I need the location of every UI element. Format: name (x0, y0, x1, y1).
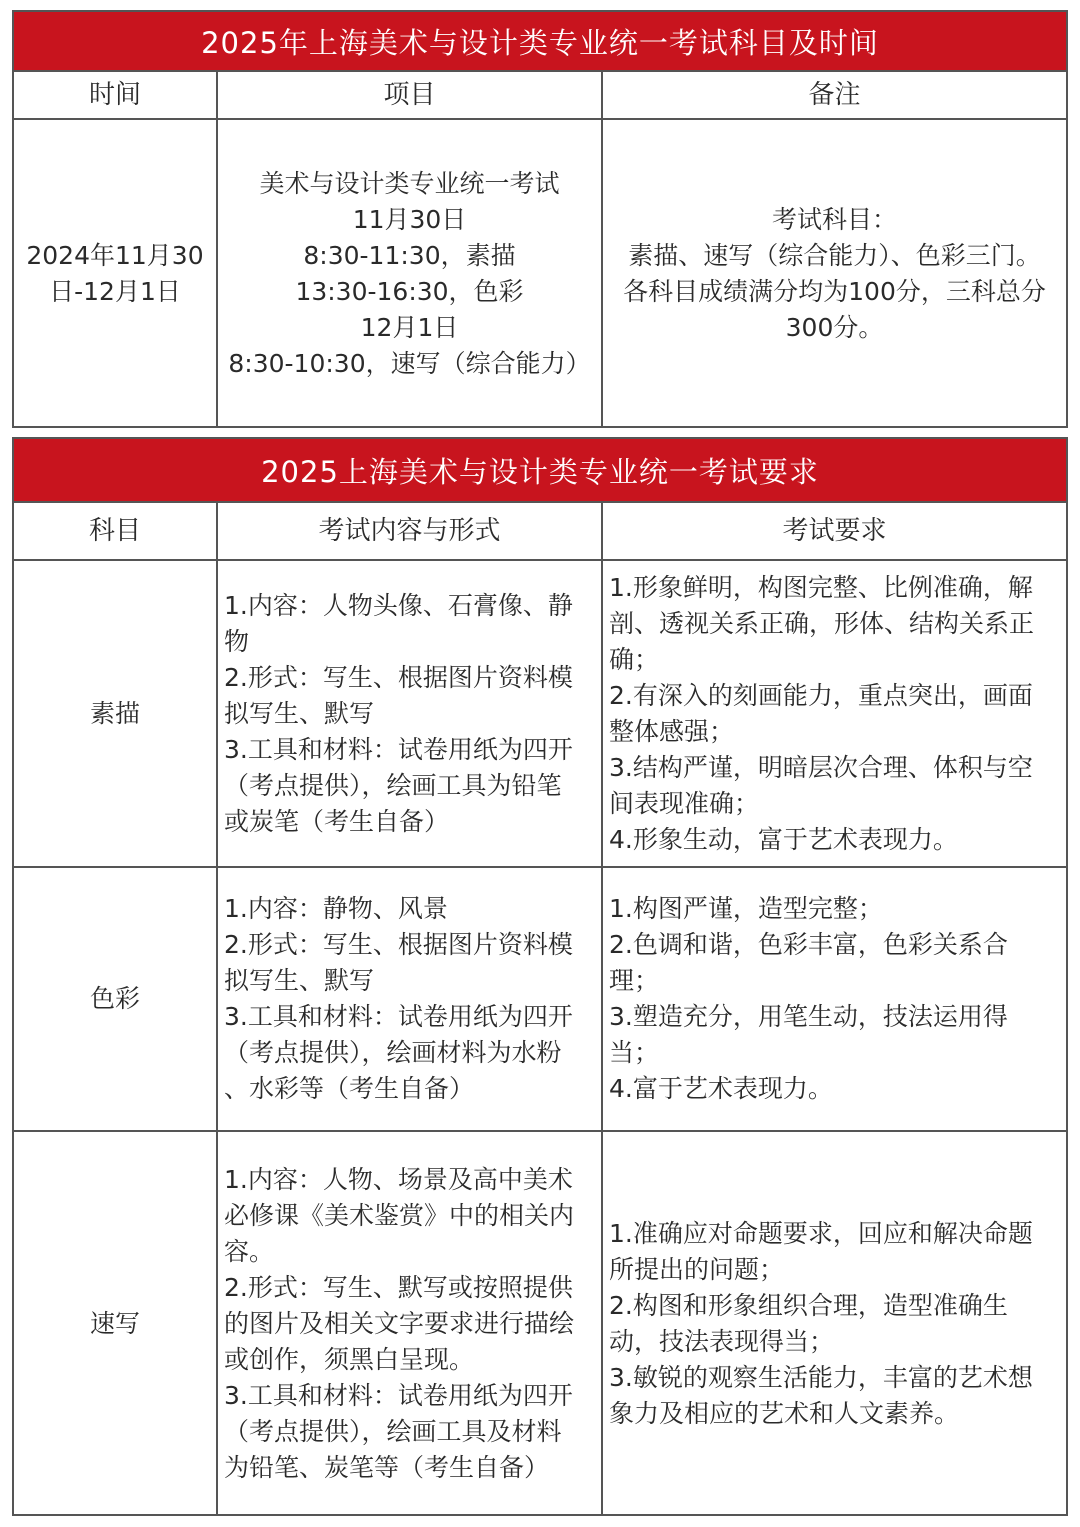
header-subject: 科目 (14, 503, 218, 559)
project-line: 8:30-10:30，速写（综合能力） (228, 349, 591, 378)
content-line: 的图片及相关文字要求进行描绘 (224, 1309, 575, 1338)
requirement-line: 当； (609, 1038, 660, 1067)
requirement-line: 3.结构严谨，明暗层次合理、体积与空 (609, 752, 1033, 782)
content-line: （考点提供），绘画工具为铅笔 (224, 770, 562, 800)
requirement-line: 剖、透视关系正确，形体、结构关系正 (609, 608, 1035, 638)
requirement-line: 2.有深入的刻画能力，重点突出，画面 (609, 680, 1033, 710)
content-line: 为铅笔、炭笔等（考生自备） (224, 1453, 550, 1482)
subject-content-cell (218, 1132, 603, 1516)
content-line: 1.内容：人物头像、石膏像、静 (224, 590, 573, 620)
header-notes: 备注 (808, 80, 861, 110)
content-line: 3.工具和材料：试卷用纸为四开 (224, 1381, 573, 1410)
requirement-line: 间表现准确； (609, 788, 760, 818)
requirement-line: 整体感强； (609, 716, 735, 746)
requirement-line: 3.塑造充分，用笔生动，技法运用得 (609, 1002, 1008, 1031)
content-line: 或炭笔（考生自备） (224, 806, 450, 836)
requirements-header-row (14, 503, 1066, 561)
header-time: 时间 (14, 72, 218, 118)
requirement-line: 1.构图严谨，造型完整； (609, 894, 883, 923)
requirement-line: 4.形象生动，富于艺术表现力。 (609, 824, 958, 854)
requirement-line: 所提出的问题； (609, 1255, 785, 1284)
content-line: 、水彩等（考生自备） (224, 1074, 475, 1103)
exam-time-line: 日-12月1日 (49, 277, 181, 306)
notes-line: 素描、速写（综合能力）、色彩三门。 (628, 241, 1041, 270)
requirement-line: 1.形象鲜明，构图完整、比例准确，解 (609, 572, 1033, 602)
notes-line: 考试科目： (771, 205, 897, 234)
header-project: 项目 (218, 72, 603, 118)
project-line: 12月1日 (360, 313, 459, 342)
content-line: 2.形式：写生、默写或按照提供 (224, 1273, 573, 1302)
requirement-line: 理； (609, 966, 660, 995)
content-line: 3.工具和材料：试卷用纸为四开 (224, 1002, 573, 1031)
requirement-line: 4.富于艺术表现力。 (609, 1074, 833, 1103)
content-line: 3.工具和材料：试卷用纸为四开 (224, 734, 573, 764)
requirement-line: 2.色调和谐，色彩丰富，色彩关系合 (609, 930, 1008, 959)
content-line: 2.形式：写生、根据图片资料模 (224, 662, 573, 692)
requirements-table-title: 2025上海美术与设计类专业统一考试要求 (14, 439, 1066, 503)
subject-requirements-cell (603, 1132, 1066, 1516)
requirement-line: 象力及相应的艺术和人文素养。 (609, 1399, 960, 1428)
subject-name: 色彩 (14, 868, 218, 1130)
requirement-line: 确； (609, 644, 660, 674)
content-line: 必修课《美术鉴赏》中的相关内 (224, 1201, 575, 1230)
schedule-table-title: 2025年上海美术与设计类专业统一考试科目及时间 (14, 12, 1066, 72)
project-line: 8:30-11:30，素描 (303, 241, 516, 270)
notes-line: 各科目成绩满分均为100分，三科总分 (623, 277, 1046, 306)
subject-row-color (14, 868, 1066, 1132)
content-line: 或创作，须黑白呈现。 (224, 1345, 475, 1374)
exam-project-cell (218, 120, 603, 428)
subject-row-croquis (14, 1132, 1066, 1516)
schedule-table (12, 10, 1068, 428)
subject-name: 素描 (14, 561, 218, 866)
requirement-line: 1.准确应对命题要求，回应和解决命题 (609, 1219, 1033, 1248)
exam-time-line: 2024年11月30 (26, 241, 204, 270)
subject-requirements-cell (603, 561, 1066, 866)
project-line: 11月30日 (352, 205, 467, 234)
exam-notes-cell (603, 120, 1066, 428)
subject-content-cell (218, 868, 603, 1130)
requirement-line: 3.敏锐的观察生活能力，丰富的艺术想 (609, 1363, 1033, 1392)
requirements-table (12, 437, 1068, 1516)
content-line: 物 (224, 626, 250, 656)
content-line: （考点提供），绘画工具及材料 (224, 1417, 562, 1446)
notes-line: 300分。 (785, 313, 884, 342)
content-line: 2.形式：写生、根据图片资料模 (224, 930, 573, 959)
subject-requirements-cell (603, 868, 1066, 1130)
project-line: 13:30-16:30，色彩 (295, 277, 524, 306)
content-line: 1.内容：静物、风景 (224, 894, 448, 923)
schedule-row (14, 120, 1066, 428)
requirement-line: 2.构图和形象组织合理，造型准确生 (609, 1291, 1008, 1320)
content-line: 容。 (224, 1237, 275, 1266)
subject-row-sketch (14, 561, 1066, 868)
content-line: （考点提供），绘画材料为水粉 (224, 1038, 562, 1067)
content-line: 拟写生、默写 (224, 966, 375, 995)
schedule-header-row (14, 72, 1066, 120)
exam-time-cell (14, 120, 218, 428)
requirement-line: 动，技法表现得当； (609, 1327, 835, 1356)
subject-name: 速写 (14, 1132, 218, 1516)
project-line: 美术与设计类专业统一考试 (259, 169, 560, 198)
content-line: 1.内容：人物、场景及高中美术 (224, 1165, 573, 1194)
header-content: 考试内容与形式 (218, 503, 603, 559)
subject-content-cell (218, 561, 603, 866)
header-requirements: 考试要求 (782, 516, 887, 546)
content-line: 拟写生、默写 (224, 698, 375, 728)
